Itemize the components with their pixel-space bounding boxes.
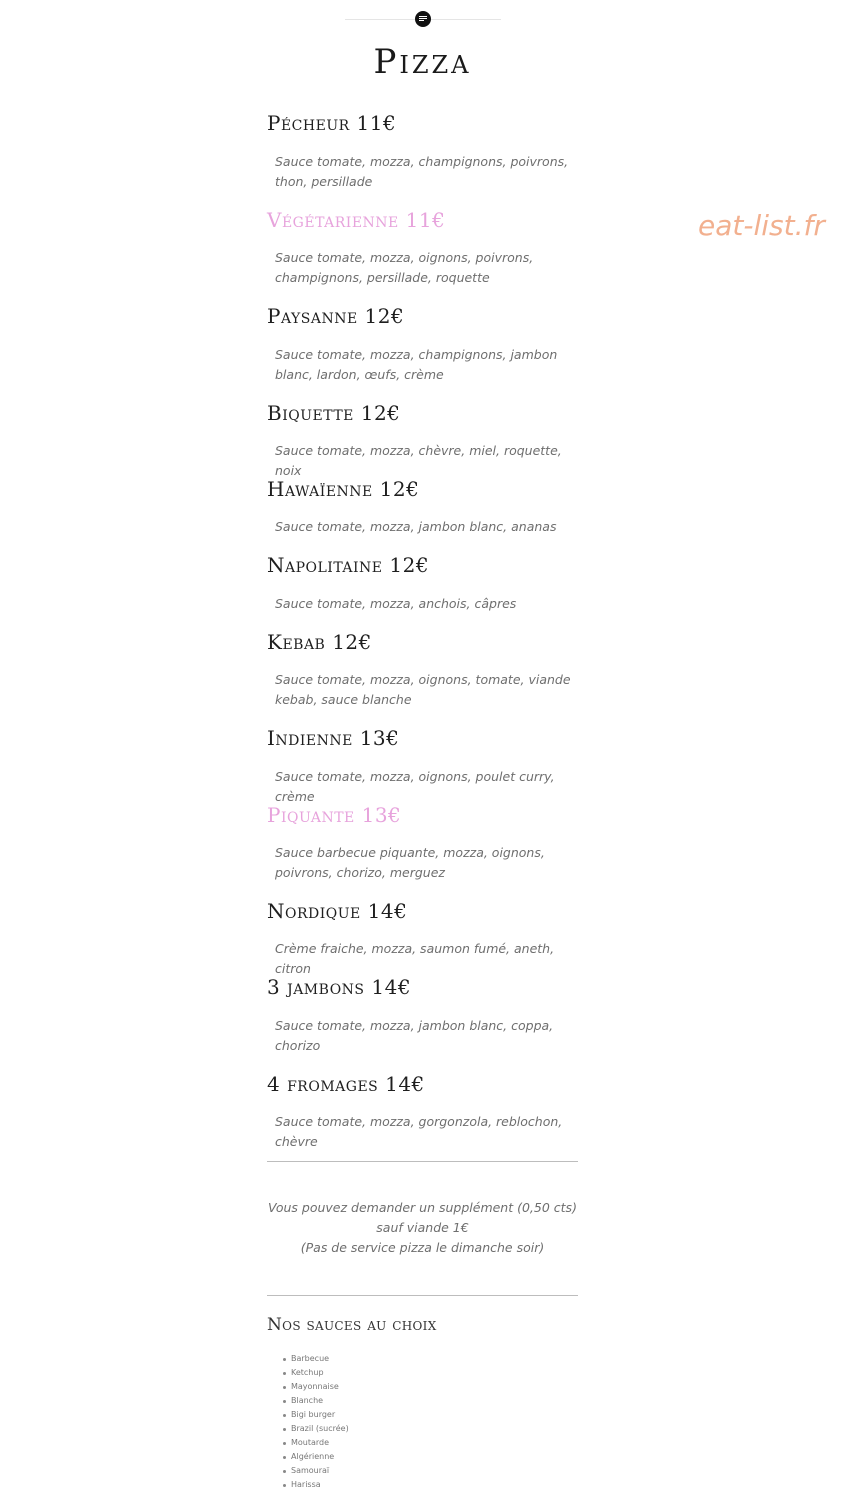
pizza-title: Piquante 13€ bbox=[267, 803, 402, 827]
sauce-item: Algérienne bbox=[283, 1450, 349, 1464]
pizza-description: Sauce tomate, mozza, anchois, câpres bbox=[275, 596, 517, 611]
supplement-note-line: Vous pouvez demander un supplément (0,50 cts) sauf viande 1€ bbox=[268, 1200, 577, 1235]
watermark: eat-list.fr bbox=[698, 209, 825, 242]
sauce-item: Ketchup bbox=[283, 1366, 349, 1380]
menu-icon bbox=[415, 11, 431, 27]
pizza-description: Sauce tomate, mozza, gorgonzola, reblochon, chèvre bbox=[275, 1114, 563, 1149]
supplement-note bbox=[267, 1198, 578, 1258]
pizza-title: Kebab 12€ bbox=[267, 630, 372, 654]
pizza-description: Sauce tomate, mozza, champignons, jambon blanc, lardon, œufs, crème bbox=[275, 347, 558, 382]
sauce-list bbox=[283, 1352, 349, 1492]
sauce-item: Brazil (sucrée) bbox=[283, 1422, 349, 1436]
pizza-title: 4 fromages 14€ bbox=[267, 1072, 425, 1096]
pizza-description: Sauce tomate, mozza, oignons, poulet curry, crème bbox=[275, 769, 555, 804]
page-title: Pizza bbox=[373, 42, 472, 82]
sauces-heading: Nos sauces au choix bbox=[267, 1315, 437, 1335]
sauce-item: Blanche bbox=[283, 1394, 349, 1408]
pizza-description: Sauce tomate, mozza, jambon blanc, coppa, chorizo bbox=[275, 1018, 554, 1053]
divider-line-left bbox=[345, 19, 415, 20]
section-divider bbox=[267, 1295, 578, 1296]
divider-line-right bbox=[431, 19, 501, 20]
pizza-description: Sauce tomate, mozza, oignons, tomate, viande kebab, sauce blanche bbox=[275, 672, 571, 707]
pizza-title: Nordique 14€ bbox=[267, 899, 408, 923]
service-note-line: (Pas de service pizza le dimanche soir) bbox=[300, 1240, 545, 1255]
sauce-item: Barbecue bbox=[283, 1352, 349, 1366]
pizza-title: Végétarienne 11€ bbox=[267, 208, 446, 232]
sauce-item: Bigi burger bbox=[283, 1408, 349, 1422]
sauce-item: Mayonnaise bbox=[283, 1380, 349, 1394]
pizza-title: Paysanne 12€ bbox=[267, 304, 405, 328]
pizza-title: Pécheur 11€ bbox=[267, 111, 397, 135]
pizza-title: Napolitaine 12€ bbox=[267, 553, 430, 577]
sauce-item: Samouraï bbox=[283, 1464, 349, 1478]
pizza-description: Sauce tomate, mozza, jambon blanc, ananas bbox=[275, 519, 557, 534]
pizza-description: Sauce tomate, mozza, champignons, poivrons, thon, persillade bbox=[275, 154, 569, 189]
pizza-title: 3 jambons 14€ bbox=[267, 975, 412, 999]
pizza-description: Crème fraiche, mozza, saumon fumé, aneth, citron bbox=[275, 941, 555, 976]
pizza-title: Hawaïenne 12€ bbox=[267, 477, 420, 501]
pizza-description: Sauce tomate, mozza, oignons, poivrons, champignons, persillade, roquette bbox=[275, 250, 534, 285]
section-divider bbox=[267, 1161, 578, 1162]
sauce-item: Moutarde bbox=[283, 1436, 349, 1450]
pizza-description: Sauce tomate, mozza, chèvre, miel, roquette, noix bbox=[275, 443, 562, 478]
pizza-title: Biquette 12€ bbox=[267, 401, 401, 425]
pizza-description: Sauce barbecue piquante, mozza, oignons, poivrons, chorizo, merguez bbox=[275, 845, 545, 880]
sauce-item: Harissa bbox=[283, 1478, 349, 1492]
pizza-title: Indienne 13€ bbox=[267, 726, 400, 750]
